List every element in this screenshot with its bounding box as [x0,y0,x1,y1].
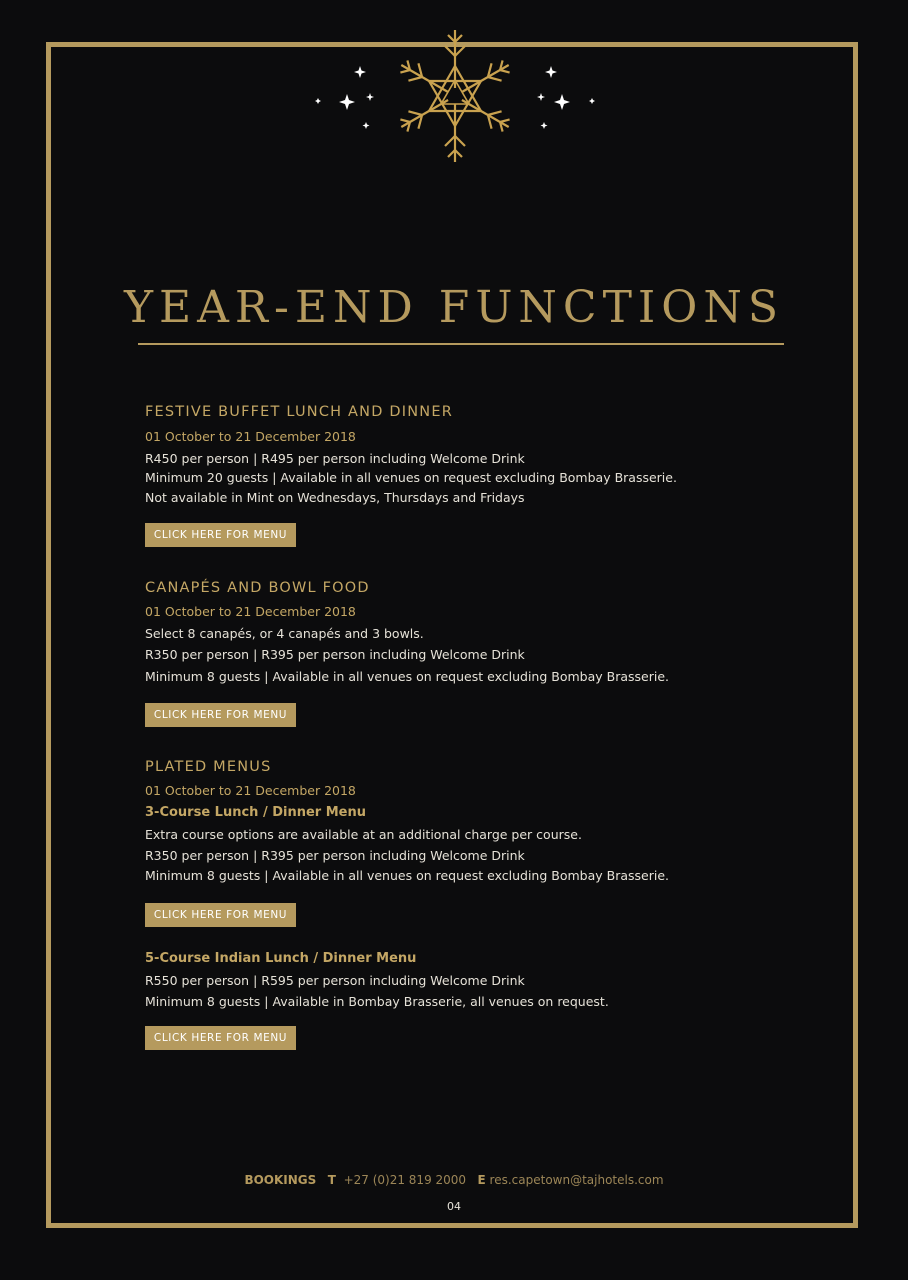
guests-line: Minimum 8 guests | Available in all venues on request excluding Bombay Brasserie. [145,669,669,684]
section-heading-plated-menus: PLATED MENUS [145,759,272,775]
guests-line: Minimum 8 guests | Available in all venues on request excluding Bombay Brasserie. [145,868,669,883]
bookings-label: BOOKINGS [244,1173,317,1187]
page-number: 04 [447,1200,461,1213]
section-heading-festive-buffet: FESTIVE BUFFET LUNCH AND DINNER [145,404,453,420]
selection-line: Select 8 canapés, or 4 canapés and 3 bowls. [145,626,424,641]
price-line: R550 per person | R595 per person including Welcome Drink [145,973,525,988]
guests-line: Minimum 20 guests | Available in all venues on request excluding Bombay Brasserie. [145,470,677,485]
footer-contact [0,1173,908,1187]
phone-label: T [327,1173,336,1187]
price-line: R350 per person | R395 per person including Welcome Drink [145,647,525,662]
section-dates: 01 October to 21 December 2018 [145,429,356,444]
page-title: YEAR-END FUNCTIONS [123,282,785,333]
sparkles-decoration-icon [300,58,610,138]
email-address[interactable]: res.capetown@tajhotels.com [489,1173,664,1187]
price-line: R450 per person | R495 per person including Welcome Drink [145,451,525,466]
title-divider [138,343,784,345]
festive-buffet-menu-button[interactable]: CLICK HERE FOR MENU [145,523,296,547]
section-dates: 01 October to 21 December 2018 [145,783,356,798]
plated-3-course-menu-button[interactable]: CLICK HERE FOR MENU [145,903,296,927]
price-line: R350 per person | R395 per person including Welcome Drink [145,848,525,863]
indian-5-course-menu-button[interactable]: CLICK HERE FOR MENU [145,1026,296,1050]
canapes-menu-button[interactable]: CLICK HERE FOR MENU [145,703,296,727]
guests-line: Minimum 8 guests | Available in Bombay Brasserie, all venues on request. [145,994,609,1009]
subheading-5-course-indian: 5-Course Indian Lunch / Dinner Menu [145,951,417,966]
email-label: E [477,1173,486,1187]
extra-course-note: Extra course options are available at an additional charge per course. [145,827,582,842]
subheading-3-course: 3-Course Lunch / Dinner Menu [145,805,366,820]
availability-note: Not available in Mint on Wednesdays, Thursdays and Fridays [145,490,525,505]
phone-number[interactable]: +27 (0)21 819 2000 [343,1173,467,1187]
section-dates: 01 October to 21 December 2018 [145,604,356,619]
section-heading-canapes: CANAPÉS AND BOWL FOOD [145,580,370,596]
